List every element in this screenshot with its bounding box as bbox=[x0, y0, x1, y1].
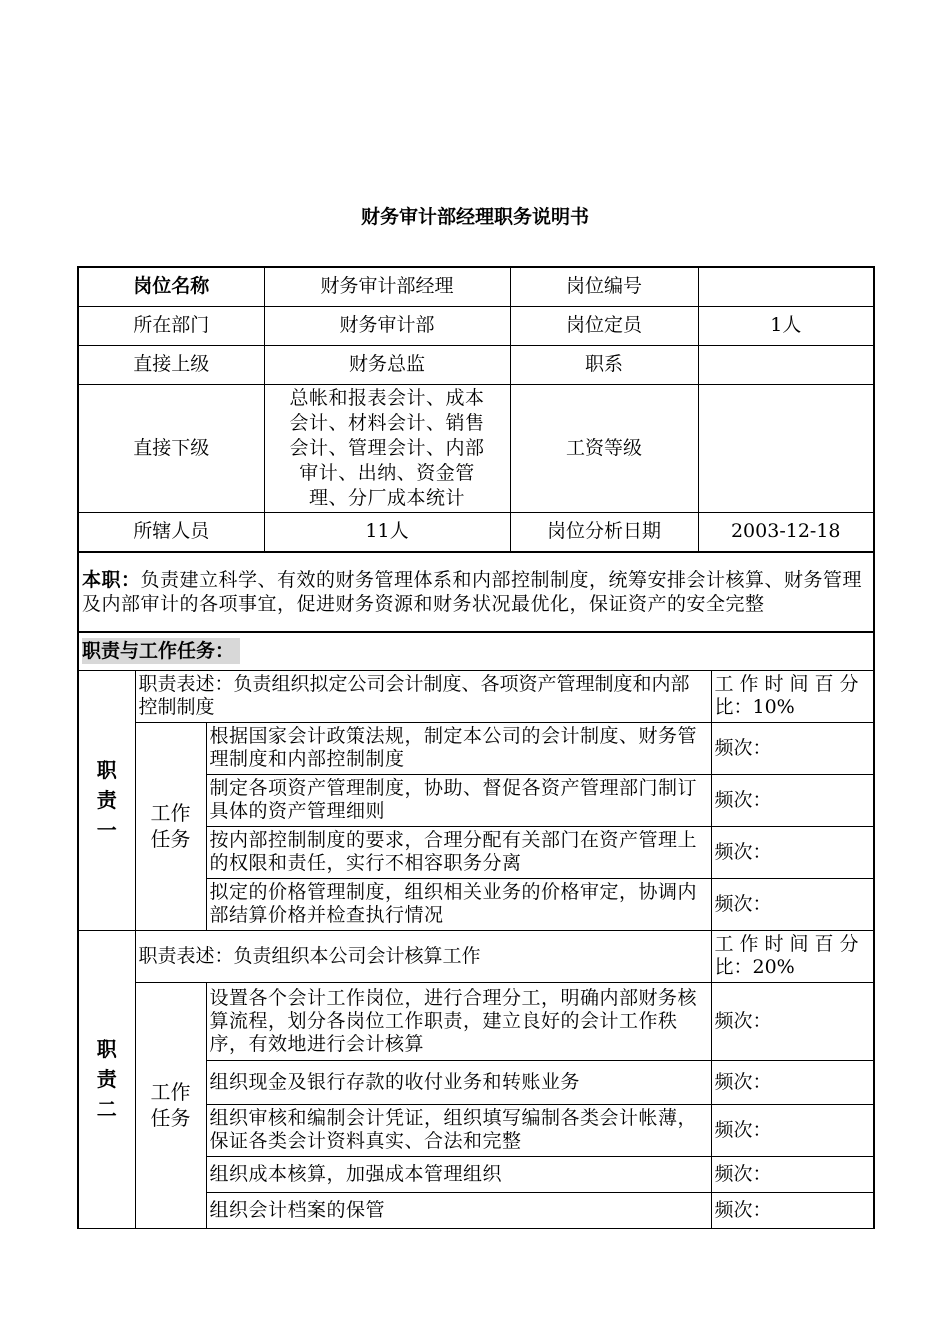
document-title: 财务审计部经理职务说明书 bbox=[360, 206, 589, 228]
department-value: 财务审计部 bbox=[264, 306, 510, 345]
duty-2-task-2-frequency: 频次： bbox=[711, 1060, 874, 1104]
duty-1-description: 职责表述：负责组织拟定公司会计制度、各项资产管理制度和内部控制制度 bbox=[135, 670, 711, 722]
subordinates-line: 会计、管理会计、内部 bbox=[289, 436, 485, 459]
duty-1-task-1: 根据国家会计政策法规，制定本公司的会计制度、财务管理制度和内部控制制度 bbox=[206, 722, 711, 774]
duties-table bbox=[77, 551, 875, 1229]
position-info-table bbox=[77, 266, 875, 552]
superior-label: 直接上级 bbox=[78, 345, 264, 384]
duty-1-task-4: 拟定的价格管理制度，组织相关业务的价格审定，协调内部结算价格并检查执行情况 bbox=[206, 878, 711, 930]
analysis-date-value: 2003-12-18 bbox=[698, 512, 874, 551]
subordinates-value bbox=[264, 384, 510, 512]
position-code-value bbox=[698, 267, 874, 306]
duty-1-task-4-frequency: 频次： bbox=[711, 878, 874, 930]
headcount-label: 岗位定员 bbox=[510, 306, 698, 345]
subordinates-line: 总帐和报表会计、成本 bbox=[289, 386, 485, 409]
department-label: 所在部门 bbox=[78, 306, 264, 345]
position-name-label: 岗位名称 bbox=[78, 267, 264, 306]
duties-header bbox=[78, 632, 874, 670]
position-code-label: 岗位编号 bbox=[510, 267, 698, 306]
subordinates-label: 直接下级 bbox=[78, 384, 264, 512]
salary-grade-value bbox=[698, 384, 874, 512]
duty-1-task-2: 制定各项资产管理制度，协助、督促各资产管理部门制订具体的资产管理细则 bbox=[206, 774, 711, 826]
duty-2-task-1-frequency: 频次： bbox=[711, 982, 874, 1060]
duty-1-task-1-frequency: 频次： bbox=[711, 722, 874, 774]
duty-2-task-3: 组织审核和编制会计凭证，组织填写编制各类会计帐薄，保证各类会计资料真实、合法和完整 bbox=[206, 1104, 711, 1156]
duty-2-task-1: 设置各个会计工作岗位，进行合理分工，明确内部财务核算流程，划分各岗位工作职责，建立良好的会计工作秩序，有效地进行会计核算 bbox=[206, 982, 711, 1060]
duty-1-task-label: 工作 任务 bbox=[135, 722, 206, 930]
duty-1-task-2-frequency: 频次： bbox=[711, 774, 874, 826]
managed-staff-label: 所辖人员 bbox=[78, 512, 264, 551]
headcount-value: 1人 bbox=[698, 306, 874, 345]
salary-grade-label: 工资等级 bbox=[510, 384, 698, 512]
duty-2-task-4: 组织成本核算，加强成本管理组织 bbox=[206, 1156, 711, 1192]
job-family-value bbox=[698, 345, 874, 384]
superior-value: 财务总监 bbox=[264, 345, 510, 384]
duty-2-label: 职 责 二 bbox=[78, 930, 135, 1228]
duty-2-task-5-frequency: 频次： bbox=[711, 1192, 874, 1228]
duty-1-label: 职 责 一 bbox=[78, 670, 135, 930]
duty-2-task-label: 工作 任务 bbox=[135, 982, 206, 1228]
duty-1-task-3: 按内部控制制度的要求，合理分配有关部门在资产管理上的权限和责任，实行不相容职务分离 bbox=[206, 826, 711, 878]
subordinates-line: 理、分厂成本统计 bbox=[308, 486, 465, 509]
analysis-date-label: 岗位分析日期 bbox=[510, 512, 698, 551]
duties-header-label: 职责与工作任务： bbox=[82, 638, 240, 664]
duty-2-task-2: 组织现金及银行存款的收付业务和转账业务 bbox=[206, 1060, 711, 1104]
job-summary-label: 本职： bbox=[82, 569, 141, 591]
duty-1-task-3-frequency: 频次： bbox=[711, 826, 874, 878]
duty-2-time-percent: 工作时间百分 比：20% bbox=[711, 930, 874, 982]
job-summary bbox=[78, 552, 874, 632]
duty-2-task-3-frequency: 频次： bbox=[711, 1104, 874, 1156]
managed-staff-value: 11人 bbox=[264, 512, 510, 551]
duty-2-task-5: 组织会计档案的保管 bbox=[206, 1192, 711, 1228]
subordinates-line: 审计、出纳、资金管 bbox=[299, 461, 475, 484]
duty-1-time-percent: 工作时间百分 比：10% bbox=[711, 670, 874, 722]
duty-2-task-4-frequency: 频次： bbox=[711, 1156, 874, 1192]
duty-2-description: 职责表述：负责组织本公司会计核算工作 bbox=[135, 930, 711, 982]
subordinates-line: 会计、材料会计、销售 bbox=[289, 411, 485, 434]
job-family-label: 职系 bbox=[510, 345, 698, 384]
position-name-value: 财务审计部经理 bbox=[264, 267, 510, 306]
job-summary-text: 负责建立科学、有效的财务管理体系和内部控制制度，统筹安排会计核算、财务管理及内部审计的各项事宜，促进财务资源和财务状况最优化，保证资产的安全完整 bbox=[82, 569, 863, 615]
